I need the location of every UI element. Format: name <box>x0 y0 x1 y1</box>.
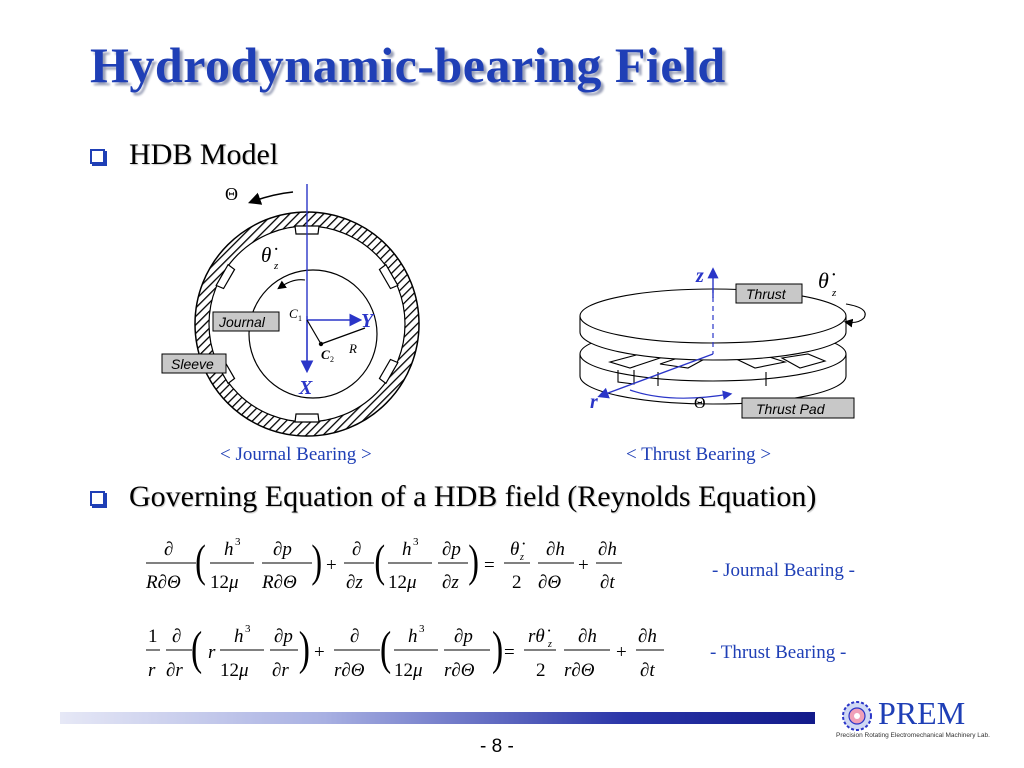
svg-text:z: z <box>520 552 524 563</box>
svg-text:r∂Θ: r∂Θ <box>444 660 475 681</box>
svg-text:=: = <box>504 642 515 663</box>
svg-text:1: 1 <box>148 626 158 647</box>
svg-text:∂: ∂ <box>172 626 182 647</box>
bullet-governing-equation <box>90 480 816 514</box>
theta-dot-label: θ̇ <box>261 243 272 267</box>
svg-text:∂h: ∂h <box>598 539 617 560</box>
c2-dot <box>319 342 323 346</box>
svg-text:+: + <box>314 642 325 663</box>
svg-text:∂p: ∂p <box>442 539 461 560</box>
z-axis-label: z <box>696 265 704 287</box>
svg-text:z: z <box>548 639 552 650</box>
theta-dot-sub: z <box>274 260 279 272</box>
c2-sub: 2 <box>330 355 334 364</box>
bullet-text: Governing Equation of a HDB field (Reynolds Equation) <box>129 480 817 513</box>
journal-bearing-diagram <box>155 178 455 448</box>
svg-text:∂h: ∂h <box>638 626 657 647</box>
svg-text:∂h: ∂h <box>546 539 565 560</box>
c1-sub: 1 <box>298 314 302 323</box>
journal-reynolds-equation <box>142 530 632 600</box>
svg-text:12μ: 12μ <box>210 572 239 593</box>
svg-text:∂r: ∂r <box>272 660 289 681</box>
c1-label: C <box>289 306 298 321</box>
logo-name: PREM <box>878 695 966 731</box>
svg-text:R∂Θ: R∂Θ <box>262 572 297 593</box>
svg-text:=: = <box>484 555 495 576</box>
x-axis-label: X <box>299 377 313 399</box>
theta-arrow <box>251 192 293 202</box>
svg-text:h: h <box>234 626 244 647</box>
svg-text:(: ( <box>191 621 203 675</box>
svg-text:): ) <box>468 535 479 587</box>
journal-bearing-caption: < Journal Bearing > <box>220 444 372 465</box>
svg-text:∂: ∂ <box>350 626 360 647</box>
svg-text:∂z: ∂z <box>442 572 459 593</box>
thrust-equation-label: - Thrust Bearing - <box>710 642 847 663</box>
svg-text:(: ( <box>195 535 206 587</box>
slide-title: Hydrodynamic-bearing Field <box>90 37 726 93</box>
bullet-square-icon <box>90 491 105 506</box>
svg-text:∂r: ∂r <box>166 660 183 681</box>
bullet-hdb-model <box>90 138 278 172</box>
c2-label: C <box>321 347 330 362</box>
journal-equation-label: - Journal Bearing - <box>712 560 855 581</box>
svg-text:rθ̇: rθ̇ <box>528 626 545 647</box>
svg-text:h: h <box>224 539 234 560</box>
theta-label: Θ <box>694 395 706 412</box>
svg-text:+: + <box>326 555 337 576</box>
journal-circle <box>249 270 377 398</box>
svg-text:3: 3 <box>413 536 419 548</box>
svg-text:(: ( <box>374 535 386 587</box>
svg-text:∂: ∂ <box>352 539 362 560</box>
svg-text:R∂Θ: R∂Θ <box>146 572 181 593</box>
journal-tag-label: Journal <box>219 314 265 330</box>
svg-text:r∂Θ: r∂Θ <box>564 660 595 681</box>
svg-text:): ) <box>491 621 504 675</box>
bullet-text: HDB Model <box>129 138 279 171</box>
thrust-tag-label: Thrust <box>746 286 786 302</box>
thrust-pad-tag-label: Thrust Pad <box>756 401 825 417</box>
svg-text:∂p: ∂p <box>274 626 293 647</box>
theta-dot-sub: z <box>832 287 837 299</box>
svg-text:r: r <box>208 642 216 663</box>
svg-text:∂z: ∂z <box>346 572 363 593</box>
svg-text:∂p: ∂p <box>273 539 292 560</box>
svg-text:+: + <box>578 555 589 576</box>
svg-text:12μ: 12μ <box>220 660 249 681</box>
footer-gradient-bar <box>60 712 815 724</box>
page-number: - 8 - <box>480 736 514 757</box>
svg-text:h: h <box>402 539 412 560</box>
svg-text:∂t: ∂t <box>600 572 615 593</box>
prem-gear-icon <box>840 699 874 733</box>
svg-text:∂t: ∂t <box>640 660 655 681</box>
theta-label: Θ <box>225 184 238 204</box>
bullet-square-icon <box>90 149 105 164</box>
thrust-reynolds-equation <box>142 614 682 690</box>
y-axis-label: Y <box>361 310 374 332</box>
svg-text:∂: ∂ <box>164 539 174 560</box>
svg-text:θ̇: θ̇ <box>510 539 520 560</box>
svg-text:+: + <box>616 642 627 663</box>
svg-text:3: 3 <box>245 623 251 635</box>
theta-dot-label: θ̇ <box>818 268 829 293</box>
radius-label: R <box>349 341 357 356</box>
svg-text:(: ( <box>380 621 392 675</box>
thrust-bearing-diagram <box>570 258 890 428</box>
svg-text:2: 2 <box>536 660 546 681</box>
svg-text:∂p: ∂p <box>454 626 473 647</box>
svg-text:∂Θ: ∂Θ <box>538 572 562 593</box>
svg-text:): ) <box>298 621 310 675</box>
r-axis-label: r <box>590 391 598 413</box>
svg-text:3: 3 <box>235 536 241 548</box>
sleeve-tag-label: Sleeve <box>171 356 214 372</box>
thrust-bearing-caption: < Thrust Bearing > <box>626 444 772 465</box>
svg-text:r∂Θ: r∂Θ <box>334 660 365 681</box>
svg-text:12μ: 12μ <box>394 660 423 681</box>
svg-text:2: 2 <box>512 572 522 593</box>
svg-text:∂h: ∂h <box>578 626 597 647</box>
svg-text:3: 3 <box>419 623 425 635</box>
svg-text:h: h <box>408 626 418 647</box>
rotation-arrow <box>846 304 865 323</box>
prem-logo <box>834 695 1004 745</box>
svg-text:r: r <box>148 660 156 681</box>
logo-subtitle: Precision Rotating Electromechanical Machinery Lab. <box>836 732 990 739</box>
svg-text:): ) <box>311 535 323 587</box>
svg-text:12μ: 12μ <box>388 572 417 593</box>
